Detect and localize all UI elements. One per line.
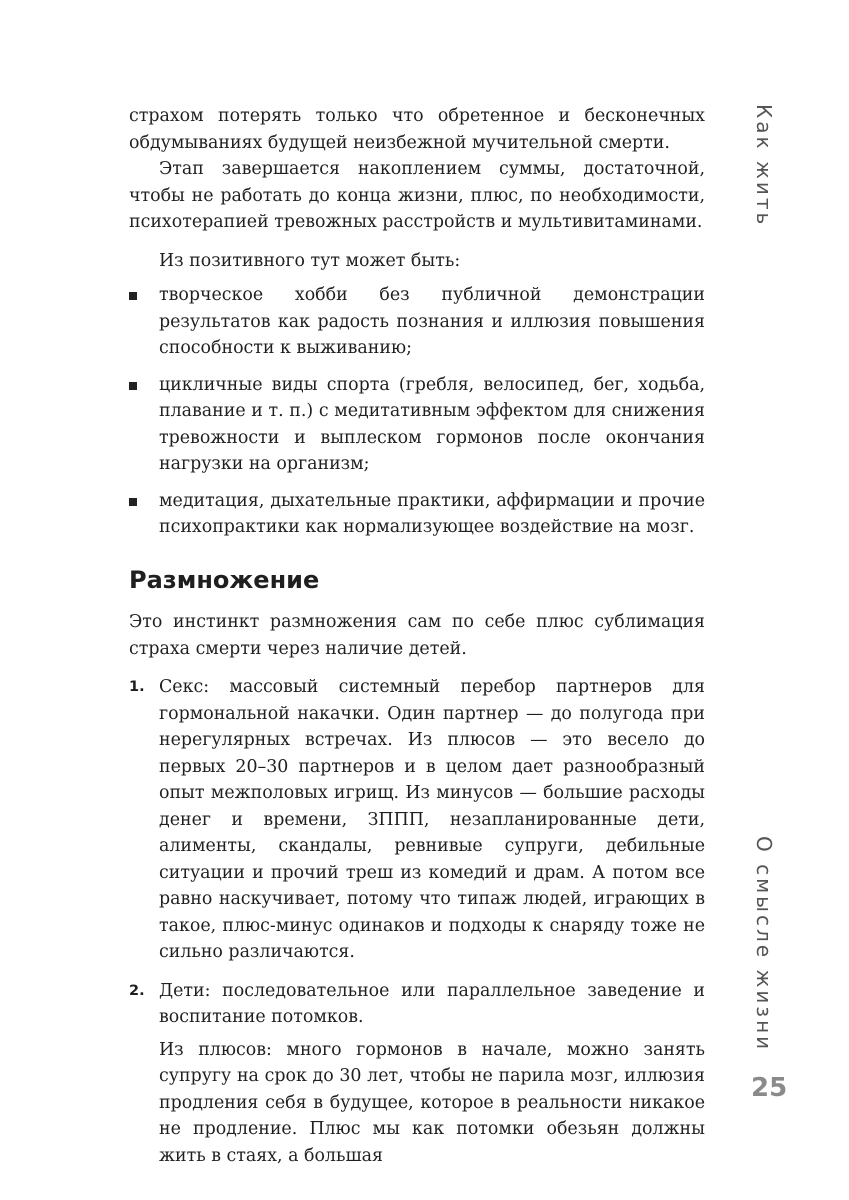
list-item-text: творческое хобби без публичной демонстрации результатов как радость познания и иллюзия повышения способности к выживанию; <box>159 285 705 358</box>
body-text-section <box>129 609 705 1169</box>
item-text: Дети: последовательное или параллельное заведение и воспитание потомков. <box>159 980 705 1027</box>
item-text: Из плюсов: много гормонов в начале, можно занять супругу на срок до 30 лет, чтобы не парила мозг, иллюзия продления себя в будущее, которое в реальности никакое не продление. Плюс мы как потомки обезьян должны жить в стаях, а большая <box>159 1039 705 1166</box>
paragraph: Это инстинкт размножения сам по себе плюс сублимация страха смерти через наличие детей. <box>129 612 705 659</box>
item-number: 1. <box>129 679 145 695</box>
paragraph: Из позитивного тут может быть: <box>159 250 461 271</box>
paragraph: страхом потерять только что обретенное и бесконечных обдумываниях будущей неизбежной мучительной смерти. <box>129 106 705 153</box>
numbered-item <box>129 978 705 1031</box>
item-number: 2. <box>129 982 145 999</box>
bullet-icon <box>129 382 137 390</box>
list-item-text: медитация, дыхательные практики, аффирмации и прочие психопрактики как нормализующее воздействие на мозг. <box>159 490 705 537</box>
running-title-top: Как жить <box>752 104 776 228</box>
bullet-icon <box>129 292 137 300</box>
list-item <box>129 282 705 362</box>
section-heading: Размножение <box>129 566 320 594</box>
page-number: 25 <box>751 1073 788 1103</box>
item-text: Секс: массовый системный перебор партнеров для гормональной накачки. Один партнер — до полугода при нерегулярных встречах. Из плюсов — это весело до первых 20–30 партнеров и в целом дает разнообразный опыт межполовых игрищ. Из минусов — большие расходы денег и времени, ЗППП, незапланированные дети, алименты, скандалы, ревнивые супруги, дебильные ситуации и прочий треш из комедий и драм. А потом все равно наскучивает, потому что типаж людей, играющих в такое, плюс-минус одинаков и подходы к снаряду тоже не сильно различаются. <box>159 677 705 962</box>
numbered-item <box>129 674 705 966</box>
item-continuation <box>129 1037 705 1170</box>
list-item <box>129 372 705 478</box>
body-text-top <box>129 103 705 541</box>
paragraph: Этап завершается накоплением суммы, достаточной, чтобы не работать до конца жизни, плюс, по необходимости, психотерапией тревожных расстройств и мультивитаминами. <box>129 159 705 232</box>
running-title-bottom: О смысле жизни <box>752 836 776 1053</box>
list-item-text: цикличные виды спорта (гребля, велосипед, бег, ходьба, плавание и т. п.) с медитативным эффектом для снижения тревожности и выплеском гормонов после окончания нагрузки на организм; <box>159 374 705 474</box>
list-item <box>129 488 705 541</box>
bullet-icon <box>129 498 137 506</box>
